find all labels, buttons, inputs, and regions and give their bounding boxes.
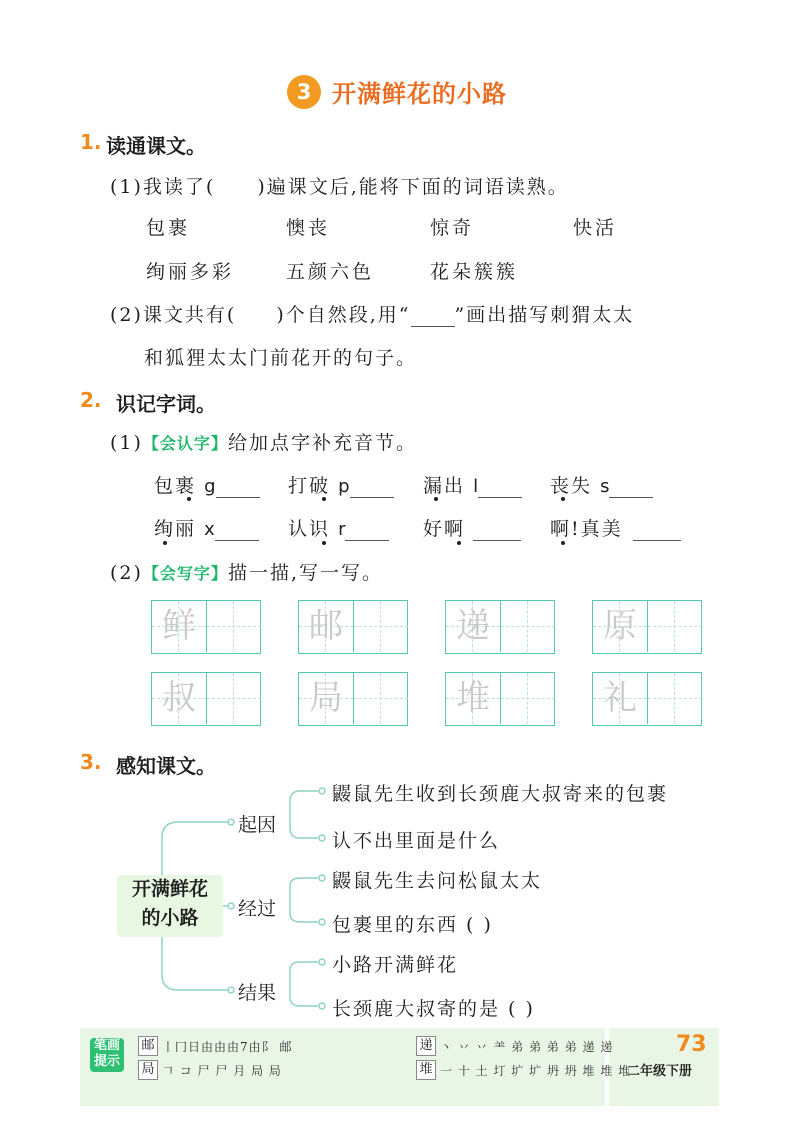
q1-word: 花朵簇簇 (430, 261, 519, 283)
pinyin-item: 认识 r (288, 514, 389, 541)
q1-word: 惊奇 (430, 217, 475, 239)
trace-char: 递 (456, 606, 490, 646)
branch-item: 鼹鼠先生去问松鼠太太 (332, 870, 543, 892)
stroke-sequence: 丨冂日由由由7由阝 邮 (162, 1040, 293, 1054)
q2-part1: (1)【会认字】给加点字补充音节。 (110, 432, 417, 454)
stroke-char: 递 (416, 1036, 436, 1056)
q3-number: 3. (80, 750, 102, 774)
branch-label: 经过 (238, 898, 277, 920)
branch-label: 结果 (238, 982, 277, 1004)
q1-word: 快活 (573, 217, 618, 239)
pinyin-item: 漏出 l (423, 471, 522, 498)
trace-char: 鲜 (162, 606, 196, 646)
trace-char: 局 (309, 678, 343, 718)
q1-title: 读通课文。 (106, 134, 206, 158)
stroke-hint-badge: 笔画 提示 (90, 1038, 124, 1072)
trace-char: 礼 (603, 678, 637, 718)
q1-part2-line2: 和狐狸太太门前花开的句子。 (144, 347, 418, 369)
branch-item: 鼹鼠先生收到长颈鹿大叔寄来的包裹 (332, 783, 669, 805)
q1-part1: (1)我读了( )遍课文后,能将下面的词语读熟。 (110, 176, 569, 198)
trace-char: 叔 (162, 678, 196, 718)
q1-number: 1. (80, 130, 102, 154)
trace-char: 原 (603, 606, 637, 646)
trace-char: 堆 (456, 678, 490, 718)
branch-item: 包裹里的东西 ( ) (332, 914, 493, 936)
q1-word: 包裹 (146, 217, 191, 239)
stroke-sequence: 一 十 土 圢 圹 圹 坍 坍 堆 堆 堆 (440, 1064, 632, 1078)
branch-item: 小路开满鲜花 (332, 954, 459, 976)
mind-map-center: 开满鲜花 的小路 (117, 875, 223, 937)
pinyin-item: 好啊 (423, 514, 521, 541)
branch-label: 起因 (238, 814, 277, 836)
q2-part2: (2)【会写字】描一描,写一写。 (110, 562, 383, 584)
lesson-title: 开满鲜花的小路 (332, 80, 507, 108)
pinyin-item: 丧失 s (550, 471, 653, 498)
stroke-sequence: 丶 丷 丷 ⺷ 弟 弟 弟 弟 递 递 (440, 1040, 614, 1054)
q2-number: 2. (80, 388, 102, 412)
grade-label: 二年级下册 (627, 1064, 693, 1079)
stroke-char: 堆 (416, 1060, 436, 1080)
q1-word: 五颜六色 (286, 261, 375, 283)
branch-item: 认不出里面是什么 (332, 830, 501, 852)
q1-word: 懊丧 (286, 217, 331, 239)
pinyin-item: 包裹 g (154, 471, 260, 498)
pinyin-item: 打破 p (288, 471, 394, 498)
branch-item: 长颈鹿大叔寄的是 ( ) (332, 998, 535, 1020)
trace-char: 邮 (309, 606, 343, 646)
stroke-char: 局 (138, 1060, 158, 1080)
pinyin-item: 啊!真美 (550, 514, 681, 541)
q3-title: 感知课文。 (116, 754, 216, 778)
lesson-number-badge: 3 (287, 75, 321, 109)
stroke-char: 邮 (138, 1036, 158, 1056)
pinyin-item: 绚丽 x (154, 514, 259, 541)
page-number: 73 (676, 1032, 707, 1057)
q1-part2: (2)课文共有( )个自然段,用“ ”画出描写刺猬太太 (110, 304, 635, 326)
q2-title: 识记字词。 (116, 392, 216, 416)
q1-word: 绚丽多彩 (146, 261, 235, 283)
stroke-sequence: 𠃍 コ 尸 尸 月 局 局 (162, 1064, 282, 1078)
